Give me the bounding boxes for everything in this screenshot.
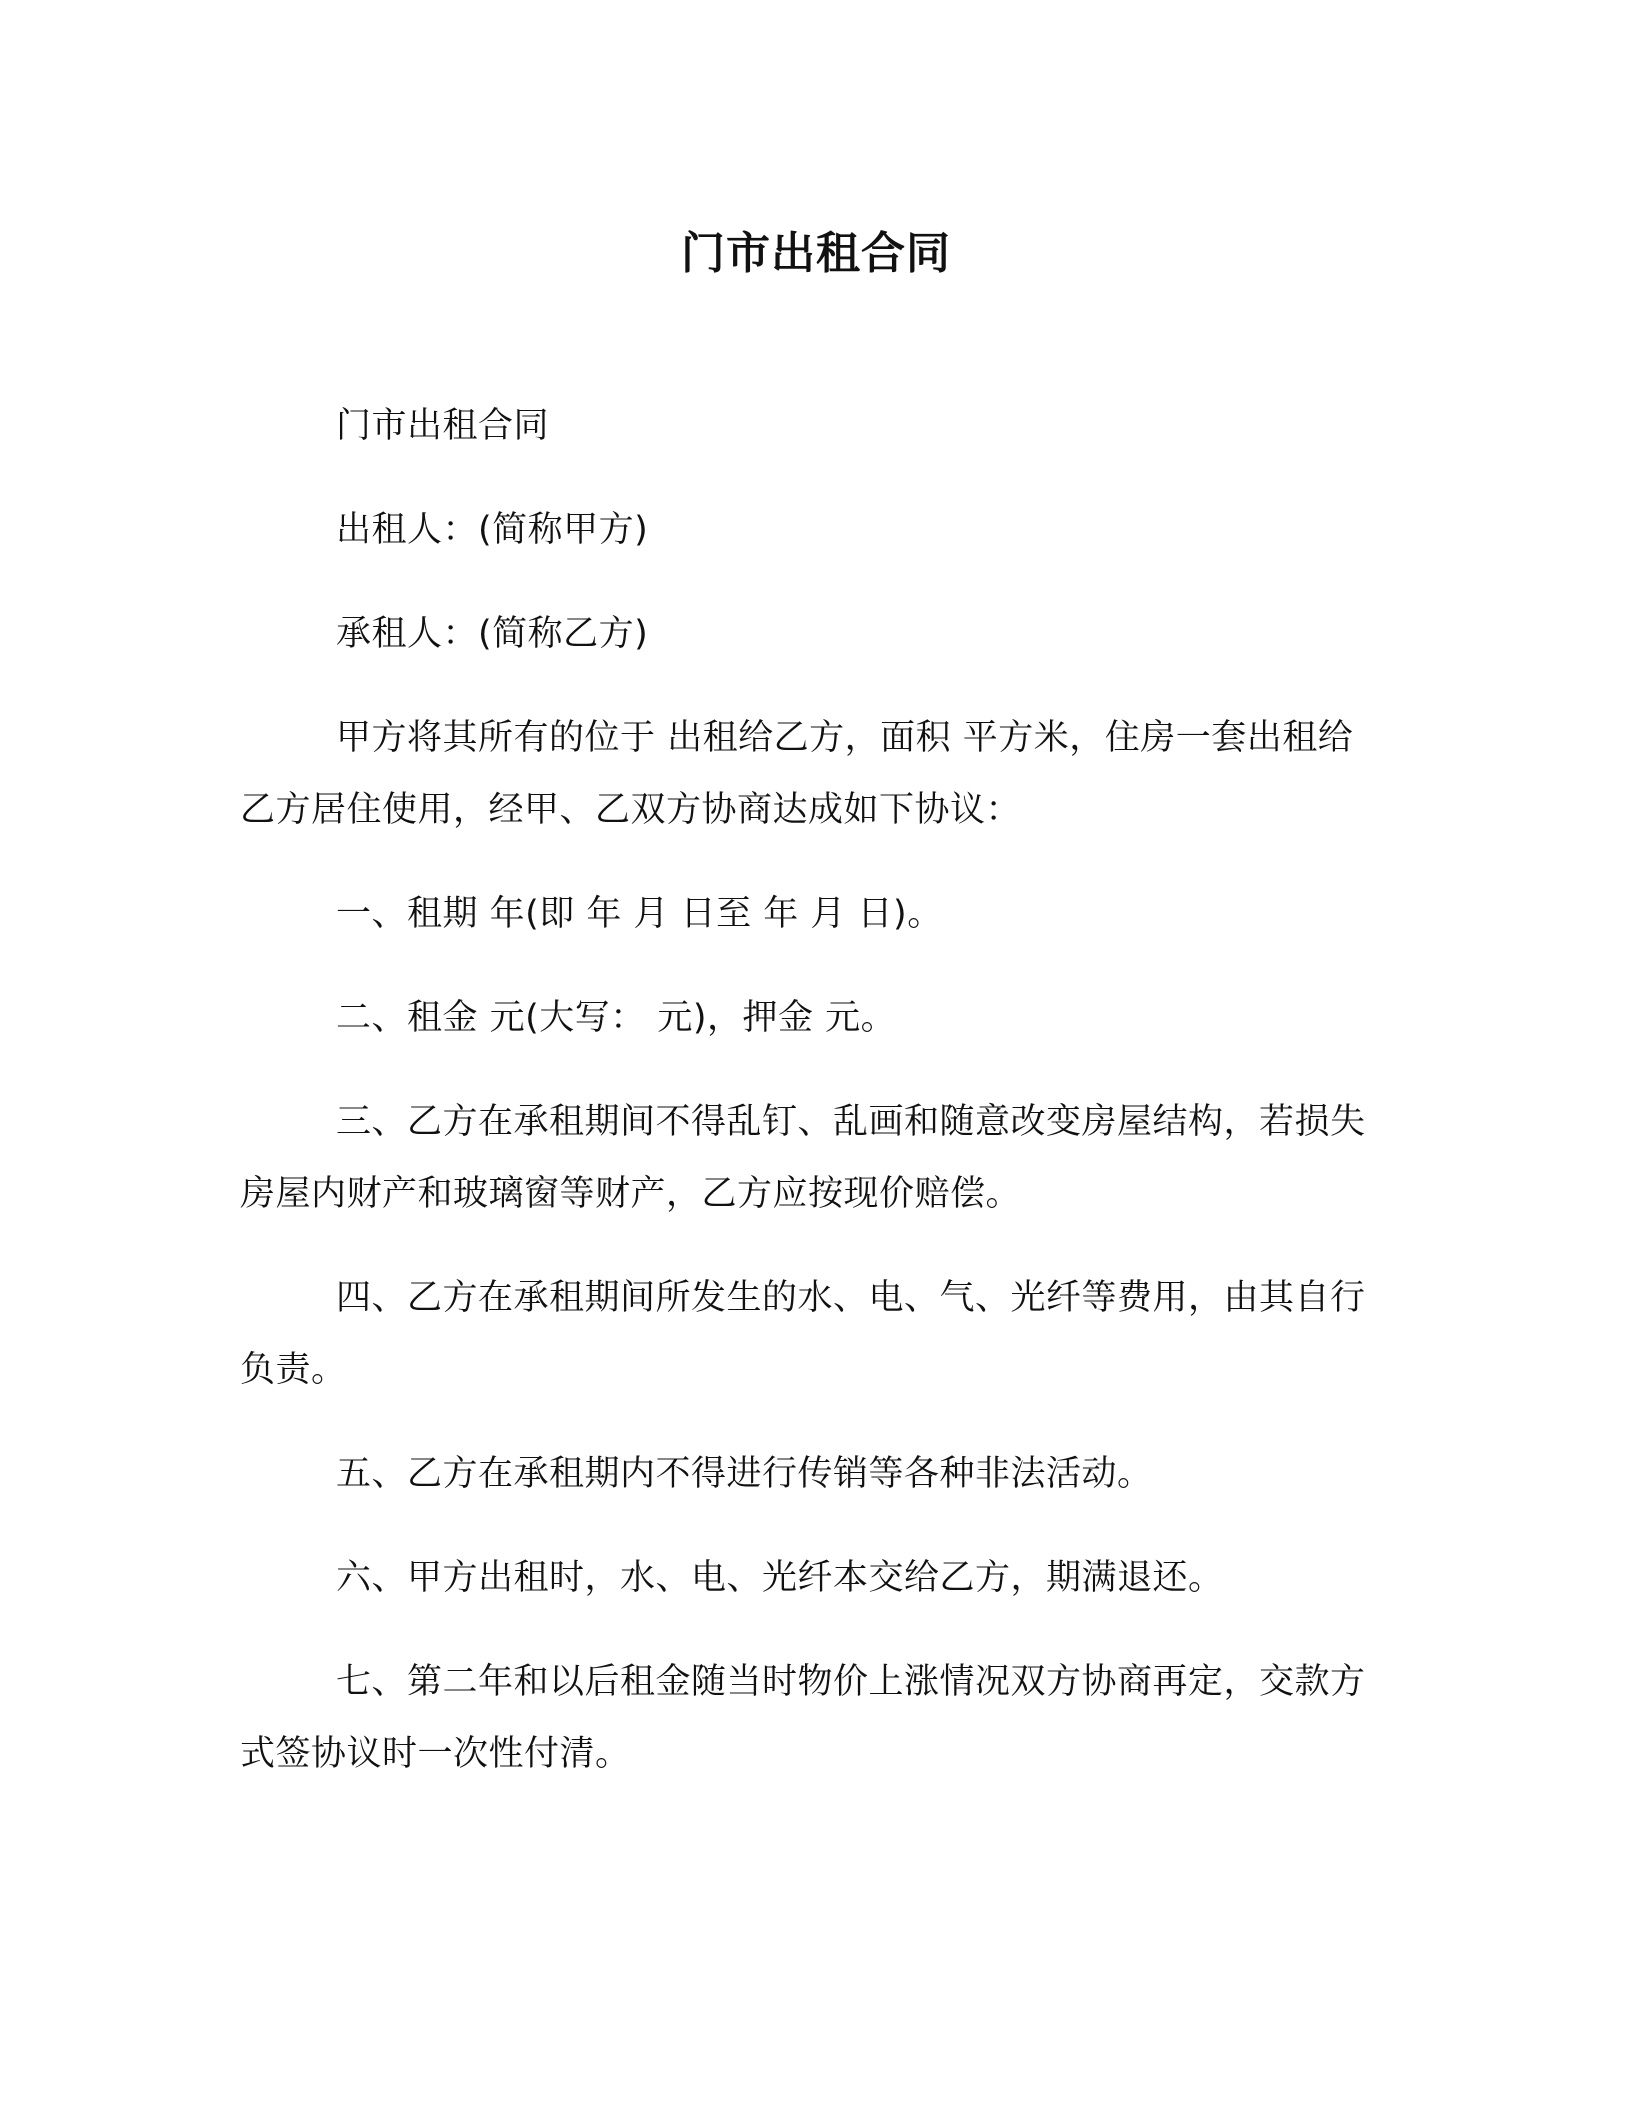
document-title: 门市出租合同 — [681, 228, 951, 279]
clause-6-handover: 六、甲方出租时，水、电、光纤本交给乙方，期满退还。 — [336, 1558, 1224, 1598]
document-body — [240, 390, 1378, 1822]
clause-4-utilities: 四、乙方在承租期间所发生的水、电、气、光纤等费用，由其自行负责。 — [240, 1278, 1366, 1390]
subtitle-paragraph: 门市出租合同 — [336, 406, 550, 446]
preamble-paragraph: 甲方将其所有的位于 出租给乙方，面积 平方米，住房一套出租给乙方居住使用，经甲、乙双方协商达成如下协议： — [240, 718, 1354, 830]
lessor-line: 出租人：(简称甲方) — [336, 510, 649, 550]
clause-2-rent: 二、租金 元(大写： 元)，押金 元。 — [336, 998, 897, 1038]
clause-3-damage: 三、乙方在承租期间不得乱钉、乱画和随意改变房屋结构，若损失房屋内财产和玻璃窗等财产，乙方应按现价赔偿。 — [240, 1102, 1366, 1214]
clause-5-illegal-activity: 五、乙方在承租期内不得进行传销等各种非法活动。 — [336, 1454, 1153, 1494]
lessee-line: 承租人：(简称乙方) — [336, 614, 649, 654]
clause-1-term: 一、租期 年(即 年 月 日至 年 月 日)。 — [336, 894, 943, 934]
clause-7-rent-adjustment: 七、第二年和以后租金随当时物价上涨情况双方协商再定，交款方式签协议时一次性付清。 — [240, 1662, 1366, 1774]
